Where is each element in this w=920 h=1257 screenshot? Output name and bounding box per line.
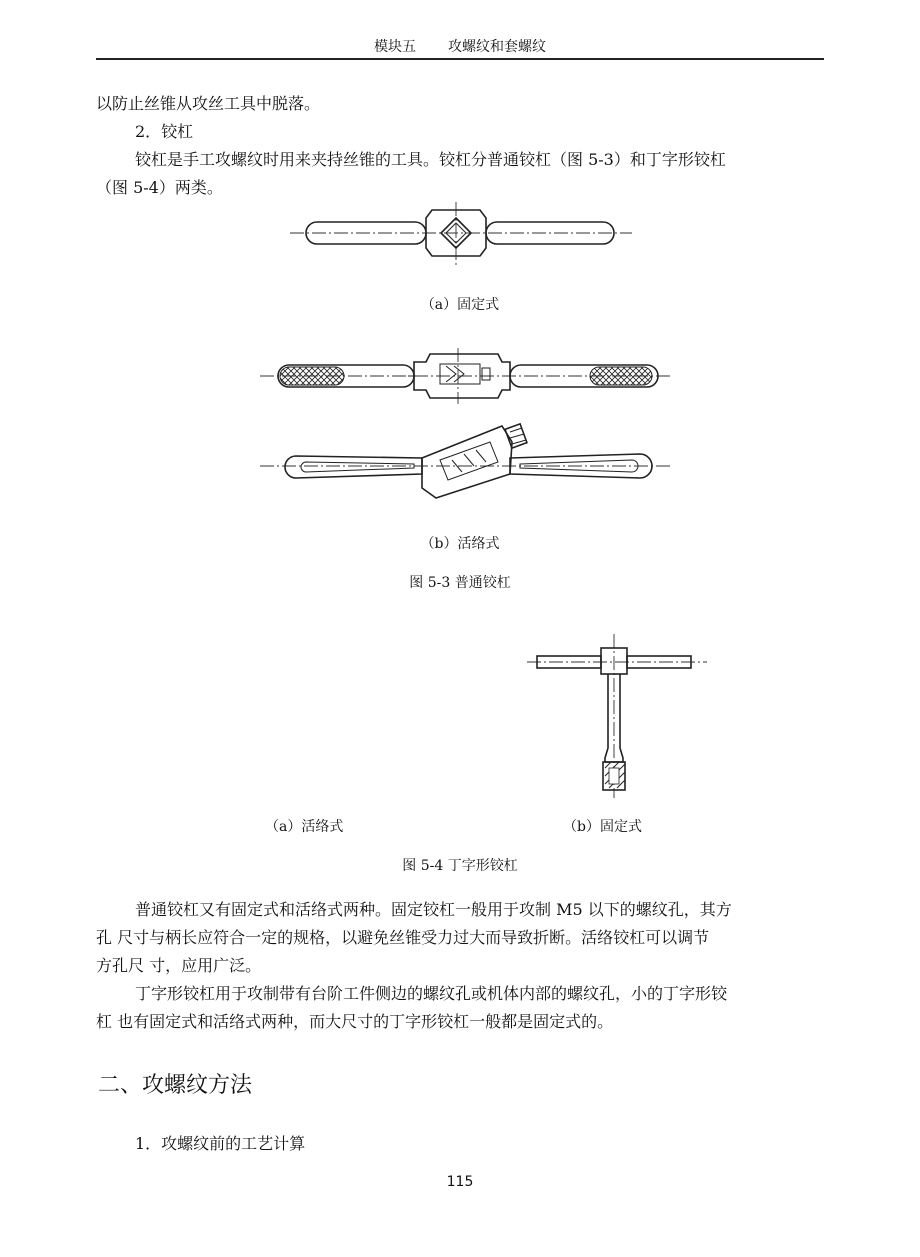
- paragraph-5-line-2: 杠 也有固定式和活络式两种，而大尺寸的丁字形铰杠一般都是固定式的。: [96, 1012, 614, 1031]
- figure-5-3-caption: 图 5-3 普通铰杠: [409, 575, 511, 591]
- section-subheading: 1．攻螺纹前的工艺计算: [135, 1134, 306, 1153]
- adjustable-tap-wrench-drawing: [240, 338, 680, 513]
- paragraph-4-line-2: 孔 尺寸与柄长应符合一定的规格，以避免丝锥受力过大而导致折断。活络铰杠可以调节: [96, 928, 710, 947]
- paragraph-4-line-3: 方孔尺 寸，应用广泛。: [96, 956, 262, 975]
- page-number: 115: [446, 1174, 474, 1190]
- section-heading: 二、攻螺纹方法: [98, 1073, 253, 1098]
- fixed-t-handle-wrench-drawing: [525, 630, 715, 800]
- paragraph-3-line-2: （图 5-4）两类。: [96, 178, 223, 197]
- paragraph-4-line-1: 普通铰杠又有固定式和活络式两种。固定铰杠一般用于攻制 M5 以下的螺纹孔，其方: [135, 900, 732, 919]
- paragraph-5-line-1: 丁字形铰杠用于攻制带有台阶工件侧边的螺纹孔或机体内部的螺纹孔，小的丁字形铰: [135, 984, 728, 1003]
- header-module: 模块五: [374, 39, 416, 55]
- figure-5-4-caption: 图 5-4 丁字形铰杠: [402, 858, 518, 874]
- figure-5-3a-caption: （a）固定式: [420, 297, 500, 313]
- page-header: [0, 36, 920, 56]
- figure-5-3b-caption: （b）活络式: [420, 536, 500, 552]
- figure-5-4a-caption: （a）活络式: [265, 819, 344, 835]
- header-rule: [96, 58, 824, 60]
- figure-5-4b-caption: （b）固定式: [563, 819, 642, 835]
- paragraph-3-line-1: 铰杠是手工攻螺纹时用来夹持丝锥的工具。铰杠分普通铰杠（图 5-3）和丁字形铰杠: [135, 150, 726, 169]
- header-title: 攻螺纹和套螺纹: [448, 39, 546, 55]
- fixed-tap-wrench-drawing: [280, 200, 640, 280]
- subheading-jiaogang: 2．铰杠: [135, 122, 194, 141]
- paragraph-1: 以防止丝锥从攻丝工具中脱落。: [96, 94, 321, 113]
